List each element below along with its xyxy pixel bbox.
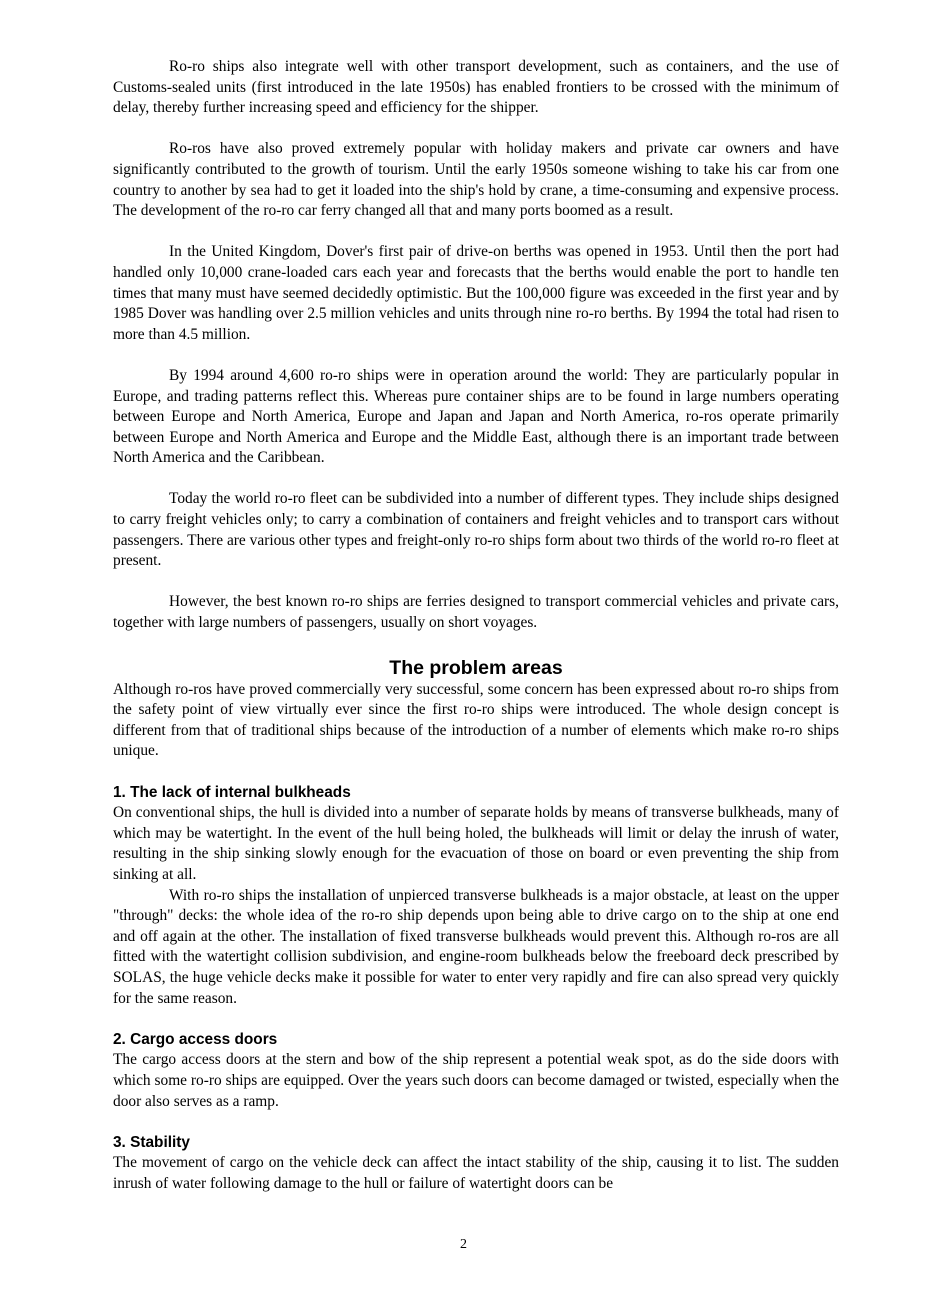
paragraph-world-fleet-1994: By 1994 around 4,600 ro-ro ships were in operation around the world: They are particularly popular in Europe, and trading patterns reflect this. Whereas pure container ships are to be found in large numbers operating between Europe and North America, Europe and Japan and Japan and North America, ro-ros operate primarily between Europe and North America and Europe and the Middle East, although there is an important trade between North America and the Caribbean. [113, 366, 839, 467]
paragraph-dover: In the United Kingdom, Dover's first pair of drive-on berths was opened in 1953. Until then the port had handled only 10,000 crane-loaded cars each year and forecasts that the berths would enable the port to handle ten times that many must have seemed decidedly optimistic. But the 100,000 figure was exceeded in the first year and by 1985 Dover was handling over 2.5 million vehicles and units through nine ro-ro berths. By 1994 the total had risen to more than 4.5 million. [113, 243, 839, 343]
paragraph-tourism: Ro-ros have also proved extremely popular with holiday makers and private car owners and have significantly contributed to the growth of tourism. Until the early 1950s someone wishing to take his car from one country to another by sea had to get it loaded into the ship's hold by crane, a time-consuming and expensive process. The development of the ro-ro car ferry changed all that and many ports boomed as a result. [113, 140, 839, 220]
subsection-heading-stability: 3. Stability [113, 1133, 190, 1151]
paragraph-ferries: However, the best known ro-ro ships are ferries designed to transport commercial vehicles and private cars, together with large numbers of passengers, usually on short voyages. [113, 593, 839, 632]
paragraph-fleet-types: Today the world ro-ro fleet can be subdivided into a number of different types. They include ships designed to carry freight vehicles only; to carry a combination of containers and freight vehicles and to transport cars without passengers. There are various other types and freight-only ro-ro ships form about two thirds of the world ro-ro fleet at present. [113, 490, 839, 570]
paragraph-stability: The movement of cargo on the vehicle deck can affect the intact stability of the ship, causing it to list. The sudden inrush of water following damage to the hull or failure of watertight doors can be [113, 1154, 839, 1192]
paragraph-containers: Ro-ro ships also integrate well with other transport development, such as containers, and the use of Customs-sealed units (first introduced in the late 1950s) has enabled frontiers to be crossed with the minimum of delay, thereby further increasing speed and efficiency for the shipper. [113, 58, 839, 117]
paragraph-problem-intro: Although ro-ros have proved commercially very successful, some concern has been expressed about ro-ro ships from the safety point of view virtually ever since the first ro-ro ships were introduced. The whole design concept is different from that of traditional ships because of the introduction of a number of elements which make ro-ro ships unique. [113, 680, 839, 760]
paragraph-cargo-doors: The cargo access doors at the stern and bow of the ship represent a potential weak spot, as do the side doors with which some ro-ro ships are equipped. Over the years such doors can become damaged or twisted, especially when the door also serves as a ramp. [113, 1051, 839, 1110]
paragraph-bulkheads-conventional: On conventional ships, the hull is divided into a number of separate holds by means of transverse bulkheads, many of which may be watertight. In the event of the hull being holed, the bulkheads will limit or delay the inrush of water, resulting in the ship sinking slowly enough for the evacuation of those on board or even preventing the ship from sinking at all. [113, 804, 839, 883]
document-page [113, 57, 839, 1194]
paragraph-bulkheads-roro: With ro-ro ships the installation of unpierced transverse bulkheads is a major obstacle, at least on the upper "through" decks: the whole idea of the ro-ro ship depends upon being able to drive cargo on to the ship at one end and off again at the other. The installation of fixed transverse bulkheads would prevent this. Although ro-ros are all fitted with the watertight collision subdivision, and engine-room bulkheads below the freeboard deck prescribed by SOLAS, the huge vehicle decks make it possible for water to enter very rapidly and fire can also spread very quickly for the same reason. [113, 886, 839, 1007]
page-number: 2 [460, 1237, 467, 1252]
section-heading-problem-areas: The problem areas [389, 656, 563, 679]
subsection-heading-cargo-doors: 2. Cargo access doors [113, 1030, 278, 1048]
subsection-heading-bulkheads: 1. The lack of internal bulkheads [113, 783, 351, 801]
